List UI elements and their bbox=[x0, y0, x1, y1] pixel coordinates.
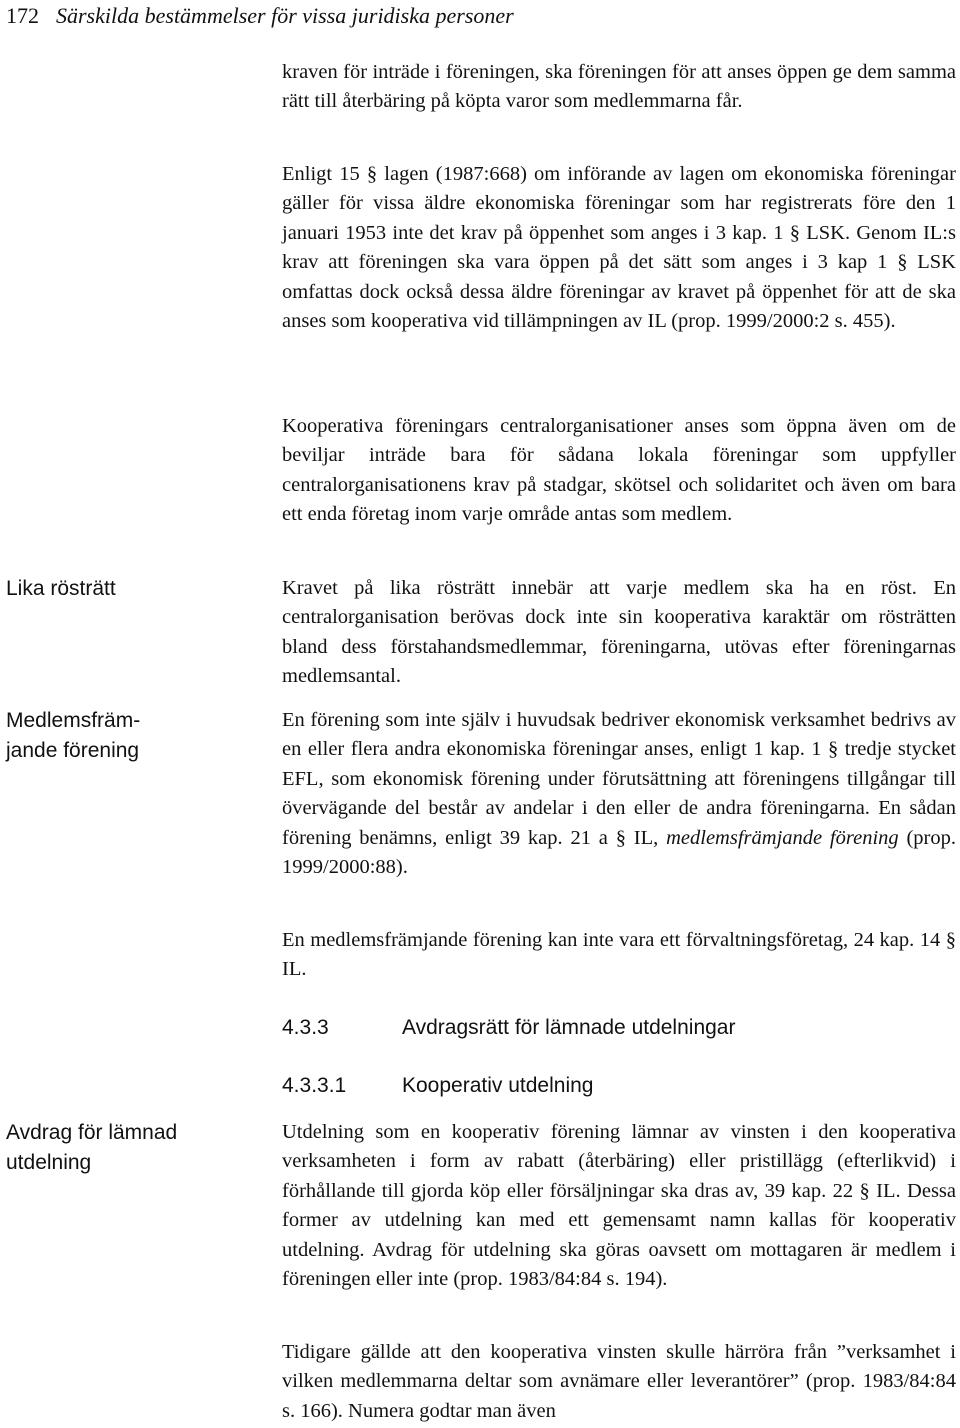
margin-note-medlemsframjande: Medlemsfräm- jande förening bbox=[6, 709, 141, 762]
section-number: 4.3.3.1 bbox=[282, 1074, 347, 1097]
section-title: Kooperativ utdelning bbox=[402, 1074, 594, 1097]
section-number: 4.3.3 bbox=[282, 1016, 329, 1039]
paragraph-6: En medlemsfrämjande förening kan inte vara ett förvaltningsföretag, 24 kap. 14 § IL. bbox=[282, 929, 956, 981]
paragraph-5-text: En förening som inte själv i huvudsak bedriver ekonomisk verksamhet bedrivs av en eller flera andra ekonomiska föreningar anses, enligt 1 kap. 1 § tredje stycket EFL, som ekonomisk förening under förutsättning att föreningens tillgångar till övervägande del består av andelar i den eller de andra föreningarna. En sådan förening benämns, enligt 39 kap. 21 a § IL, bbox=[282, 709, 956, 849]
defined-term: medlemsfrämjande förening bbox=[666, 826, 899, 849]
section-title: Avdragsrätt för lämnade utdelningar bbox=[402, 1016, 736, 1039]
paragraph-1: kraven för inträde i föreningen, ska föreningen för att anses öppen ge dem samma rätt till återbäring på köpta varor som medlemmarna får. bbox=[282, 61, 956, 113]
paragraph-5 bbox=[282, 706, 956, 882]
paragraph-7: Utdelning som en kooperativ förening lämnar av vinsten i den kooperativa verksamheten i form av rabatt (återbäring) eller pristillägg (efterlikvid) i förhållande till gjorda köp eller försäljningar ska dras av, 39 kap. 22 § IL. Dessa former av utdelning kan med ett gemensamt namn kallas för kooperativ utdelning. Avdrag för utdelning ska göras oavsett om mottagaren är medlem i föreningen eller inte (prop. 1983/84:84 s. 194). bbox=[282, 1121, 956, 1291]
margin-note-avdrag: Avdrag för lämnad utdelning bbox=[6, 1121, 178, 1174]
paragraph-4: Kravet på lika rösträtt innebär att varje medlem ska ha en röst. En centralorganisation berövas dock inte sin kooperativa karaktär om rösträtten bland dess förstahandsmedlemmar, föreningarna, utövas efter föreningarnas medlemsantal. bbox=[282, 577, 956, 688]
margin-note-lika-rostratt: Lika rösträtt bbox=[6, 577, 116, 600]
paragraph-5-end: (prop. 1999/2000:88). bbox=[282, 826, 957, 879]
paragraph-8: Tidigare gällde att den kooperativa vinsten skulle härröra från ”verksamhet i vilken medlemmarna deltar som avnämare eller leverantörer” (prop. 1983/84:84 s. 166). Numera godtar man även bbox=[282, 1341, 956, 1422]
paragraph-2: Enligt 15 § lagen (1987:668) om införande av lagen om ekonomiska föreningar gäller för vissa äldre ekonomiska föreningar som har registrerats före den 1 januari 1953 inte det krav på öppenhet som anges i 3 kap. 1 § LSK. Genom IL:s krav att föreningen ska vara öppen på det sätt som anges i 3 kap 1 § LSK omfattas dock också dessa äldre föreningar av kravet på öppenhet för att de ska anses som kooperativa vid tillämpningen av IL (prop. 1999/2000:2 s. 455). bbox=[282, 163, 956, 333]
running-title: Särskilda bestämmelser för vissa juridiska personer bbox=[56, 3, 514, 28]
running-header bbox=[0, 0, 960, 36]
paragraph-3: Kooperativa föreningars centralorganisationer anses som öppna även om de beviljar inträde bara för sådana lokala föreningar som uppfyller centralorganisationens krav på stadgar, skötsel och solidaritet och även om bara ett enda företag inom varje område antas som medlem. bbox=[282, 415, 956, 526]
page-number: 172 bbox=[6, 3, 39, 28]
